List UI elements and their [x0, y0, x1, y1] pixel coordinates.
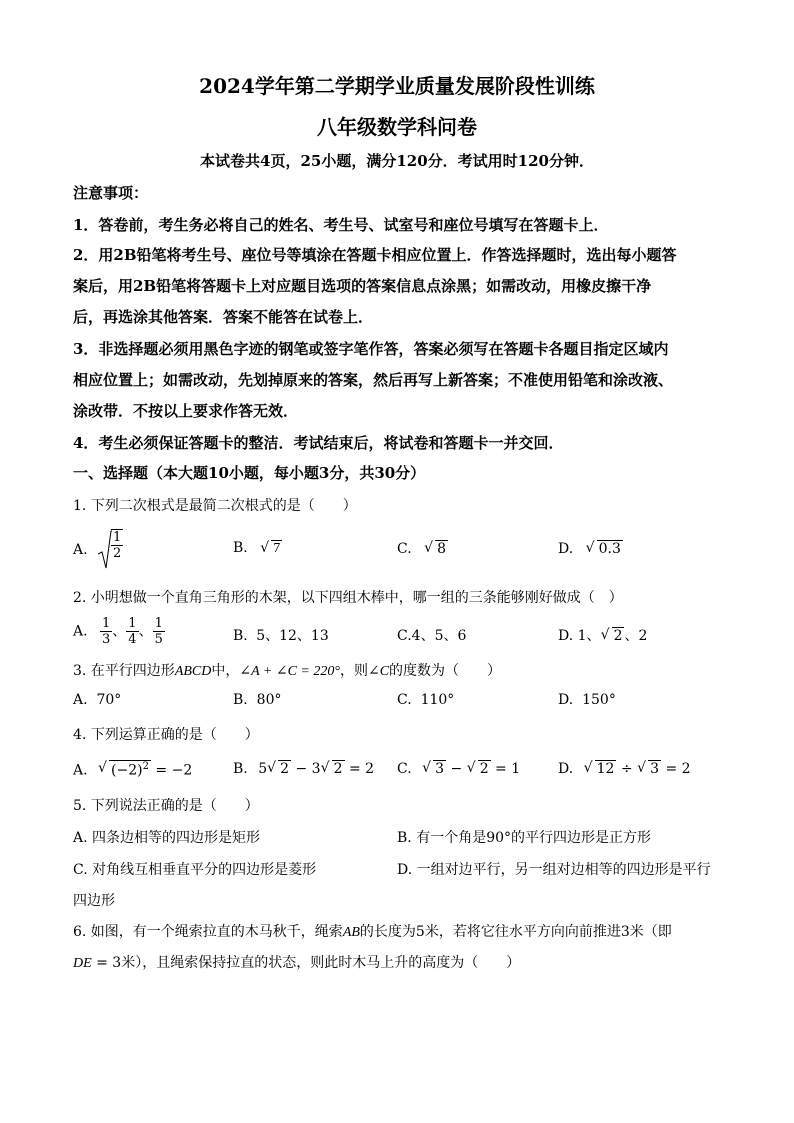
- separator: 、: [112, 623, 127, 640]
- note-line: 4．考生必须保证答题卡的整洁．考试结束后，将试卷和答题卡一并交回．: [73, 434, 564, 452]
- note-line: 案后，用2B铅笔将答题卡上对应题目选项的答案信息点涂黑；如需改动，用橡皮擦干净: [73, 277, 652, 295]
- sqrt-sign-icon: [98, 530, 112, 570]
- option-b: B. 5 √ 2 − 3 √ 2 = 2: [233, 760, 375, 777]
- option-b: B. 80°: [233, 692, 282, 708]
- note-line: 后，再选涂其他答案．答案不能答在试卷上．: [73, 308, 374, 326]
- exam-title: 2024学年第二学期学业质量发展阶段性训练: [199, 74, 595, 98]
- radical: [98, 530, 123, 570]
- radical: √ $(-2)^2$: [98, 760, 149, 779]
- option-c: C.4、5、6: [397, 628, 467, 644]
- exam-subtitle: 八年级数学科问卷: [317, 115, 477, 139]
- option-d: D. √ 12 ÷ √ 3 = 2: [558, 760, 691, 777]
- radical: √ 3: [637, 760, 660, 777]
- question-stem: 1. 下列二次根式是最简二次根式的是（ ）: [73, 498, 357, 514]
- note-line: 3．非选择题必须用黑色字迹的钢笔或签字笔作答，答案必须写在答题卡各题目指定区域内: [73, 340, 669, 358]
- radical: √ 8: [424, 540, 447, 557]
- option-a: A. √ $(-2)^2 = -2$: [73, 760, 193, 779]
- note-line: 相应位置上；如需改动，先划掉原来的答案，然后再写上新答案；不准使用铅笔和涂改液、: [73, 371, 674, 389]
- option-label: B.: [233, 628, 248, 644]
- option-b: B. 有一个角是90°的平行四边形是正方形: [397, 830, 652, 846]
- question-stem: 4. 下列运算正确的是（ ）: [73, 727, 259, 743]
- option-b: [233, 540, 282, 557]
- option-a: [73, 616, 165, 647]
- option-b: B. 5、12、13: [233, 628, 329, 644]
- fraction: $\frac{1}{4}$: [128, 616, 137, 647]
- radical: √ 3: [422, 760, 445, 777]
- option-a: A. 70°: [73, 692, 122, 708]
- question-stem: 5. 下列说法正确的是（ ）: [73, 798, 259, 814]
- option-label: A.: [73, 542, 88, 558]
- fraction: $\frac{1}{3}$: [102, 616, 111, 647]
- notes-heading: 注意事项：: [73, 184, 149, 202]
- option-label: B.: [233, 540, 248, 556]
- section-heading: 一、选择题（本大题10小题，每小题3分，共30分）: [73, 464, 426, 482]
- separator: 、: [138, 623, 153, 640]
- option-label: A.: [73, 623, 88, 640]
- option-c: C. 对角线互相垂直平分的四边形是菱形: [73, 862, 317, 878]
- option-c: C. 110°: [397, 692, 455, 708]
- exam-info: 本试卷共4页，25小题，满分120分．考试用时120分钟．: [200, 152, 594, 170]
- option-c: [397, 540, 448, 557]
- radical: √ 2: [267, 760, 290, 777]
- option-label: C.: [397, 541, 412, 557]
- radical: √ 7: [260, 540, 281, 556]
- question-stem: 2. 小明想做一个直角三角形的木架，以下四组木棒中，哪一组的三条能够刚好做成（ ）: [73, 590, 623, 606]
- radical: √ 2: [320, 760, 343, 777]
- note-line: 2．用2B铅笔将考生号、座位号等填涂在答题卡相应位置上．作答选择题时，选出每小题答: [73, 246, 677, 264]
- option-label: D.: [558, 541, 574, 557]
- radical: √ 2: [600, 627, 623, 644]
- option-a: [73, 530, 123, 570]
- question-stem: 6. 如图，有一个绳索拉直的木马秋千，绳索AB的长度为5米，若将它往水平方向向前推进3米（即: [73, 924, 672, 940]
- fraction: $\frac{1}{5}$: [154, 616, 163, 647]
- fraction: $\frac{1}{2}$: [113, 530, 122, 561]
- radical: √ 2: [466, 760, 489, 777]
- option-d: D. 一组对边平行，另一组对边相等的四边形是平行: [397, 862, 711, 878]
- question-stem: 3. 在平行四边形ABCD中，∠A + ∠C = 220°，则∠C的度数为（ ）: [73, 663, 502, 679]
- option-d: [558, 540, 623, 557]
- option-c: C. √ 3 − √ 2 = 1: [397, 760, 521, 777]
- note-line: 1．答卷前，考生务必将自己的姓名、考生号、试室号和座位号填写在答题卡上．: [73, 216, 609, 234]
- radical: √ 12: [583, 760, 615, 777]
- option-d: D. 1、 √ 2 、2: [558, 627, 648, 644]
- question-stem-continued: DE = 3米），且绳索保持拉直的状态，则此时木马上升的高度为（ ）: [73, 955, 521, 971]
- radical: √ 0.3: [585, 540, 621, 557]
- option-a: A. 四条边相等的四边形是矩形: [73, 830, 261, 846]
- option-label: D.: [558, 628, 574, 644]
- note-line: 涂改带．不按以上要求作答无效．: [73, 402, 299, 420]
- option-label: C.: [397, 628, 412, 644]
- option-d: D. 150°: [558, 692, 616, 708]
- option-d-continued: 四边形: [73, 893, 115, 909]
